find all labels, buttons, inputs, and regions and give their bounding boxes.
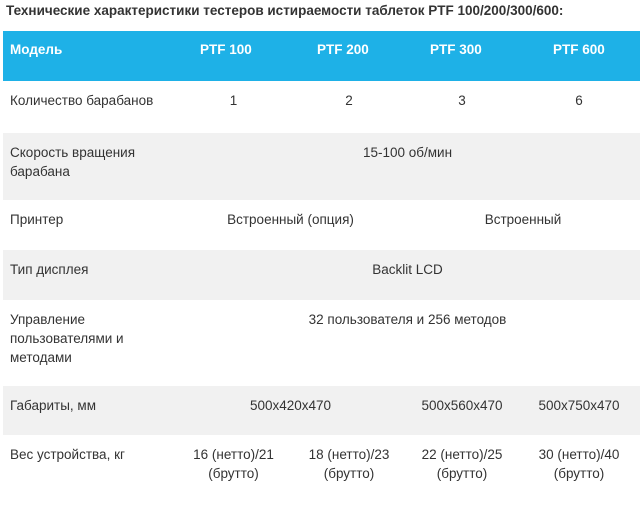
- cell-users-all: 32 пользователя и 256 методов: [308, 312, 507, 327]
- header-ptf200: PTF 200: [317, 42, 369, 57]
- cell-weight-ptf100: 16 (нетто)/21 (брутто): [193, 447, 274, 481]
- row-label-drums: Количество барабанов: [10, 93, 154, 108]
- header-ptf100: PTF 100: [200, 42, 252, 57]
- row-label-users: Управление пользователями и методами: [10, 312, 124, 365]
- cell-weight-ptf600: 30 (нетто)/40 (брутто): [538, 447, 620, 481]
- cell-printer-ptf100-200: Встроенный (опция): [227, 212, 354, 227]
- table-row: [3, 250, 640, 300]
- header-model: Модель: [10, 42, 63, 57]
- header-ptf600: PTF 600: [553, 42, 605, 57]
- spec-table: [3, 31, 640, 493]
- cell-display-all: Backlit LCD: [372, 262, 443, 277]
- row-label-weight: Вес устройства, кг: [10, 447, 125, 462]
- row-label-printer: Принтер: [10, 212, 64, 227]
- table-row: [3, 435, 640, 493]
- table-header: [3, 31, 640, 81]
- cell-drums-ptf300: 3: [458, 93, 466, 108]
- cell-weight-ptf200: 18 (нетто)/23 (брутто): [308, 447, 390, 481]
- cell-drums-ptf600: 6: [575, 93, 583, 108]
- table-row: [3, 133, 640, 200]
- cell-drums-ptf100: 1: [229, 93, 238, 108]
- page-title: Технические характеристики тестеров истираемости таблеток PTF 100/200/300/600:: [6, 3, 564, 18]
- table-row: [3, 81, 640, 133]
- row-label-dims: Габариты, мм: [10, 398, 96, 413]
- header-row: [3, 31, 640, 81]
- row-label-display: Тип дисплея: [10, 262, 89, 277]
- cell-dims-ptf100-200: 500x420x470: [249, 398, 332, 413]
- cell-dims-ptf300: 500x560x470: [421, 398, 503, 413]
- cell-weight-ptf300: 22 (нетто)/25 (брутто): [421, 447, 503, 481]
- cell-drums-ptf200: 2: [345, 93, 353, 108]
- table-row: [3, 386, 640, 435]
- cell-speed-all: 15-100 об/мин: [362, 145, 453, 160]
- table-row: [3, 200, 640, 250]
- row-label-speed: Скорость вращения барабана: [10, 145, 136, 179]
- cell-dims-ptf600: 500x750x470: [538, 398, 620, 413]
- table-row: [3, 300, 640, 386]
- cell-printer-ptf300-600: Встроенный: [484, 212, 562, 227]
- header-ptf300: PTF 300: [430, 42, 482, 57]
